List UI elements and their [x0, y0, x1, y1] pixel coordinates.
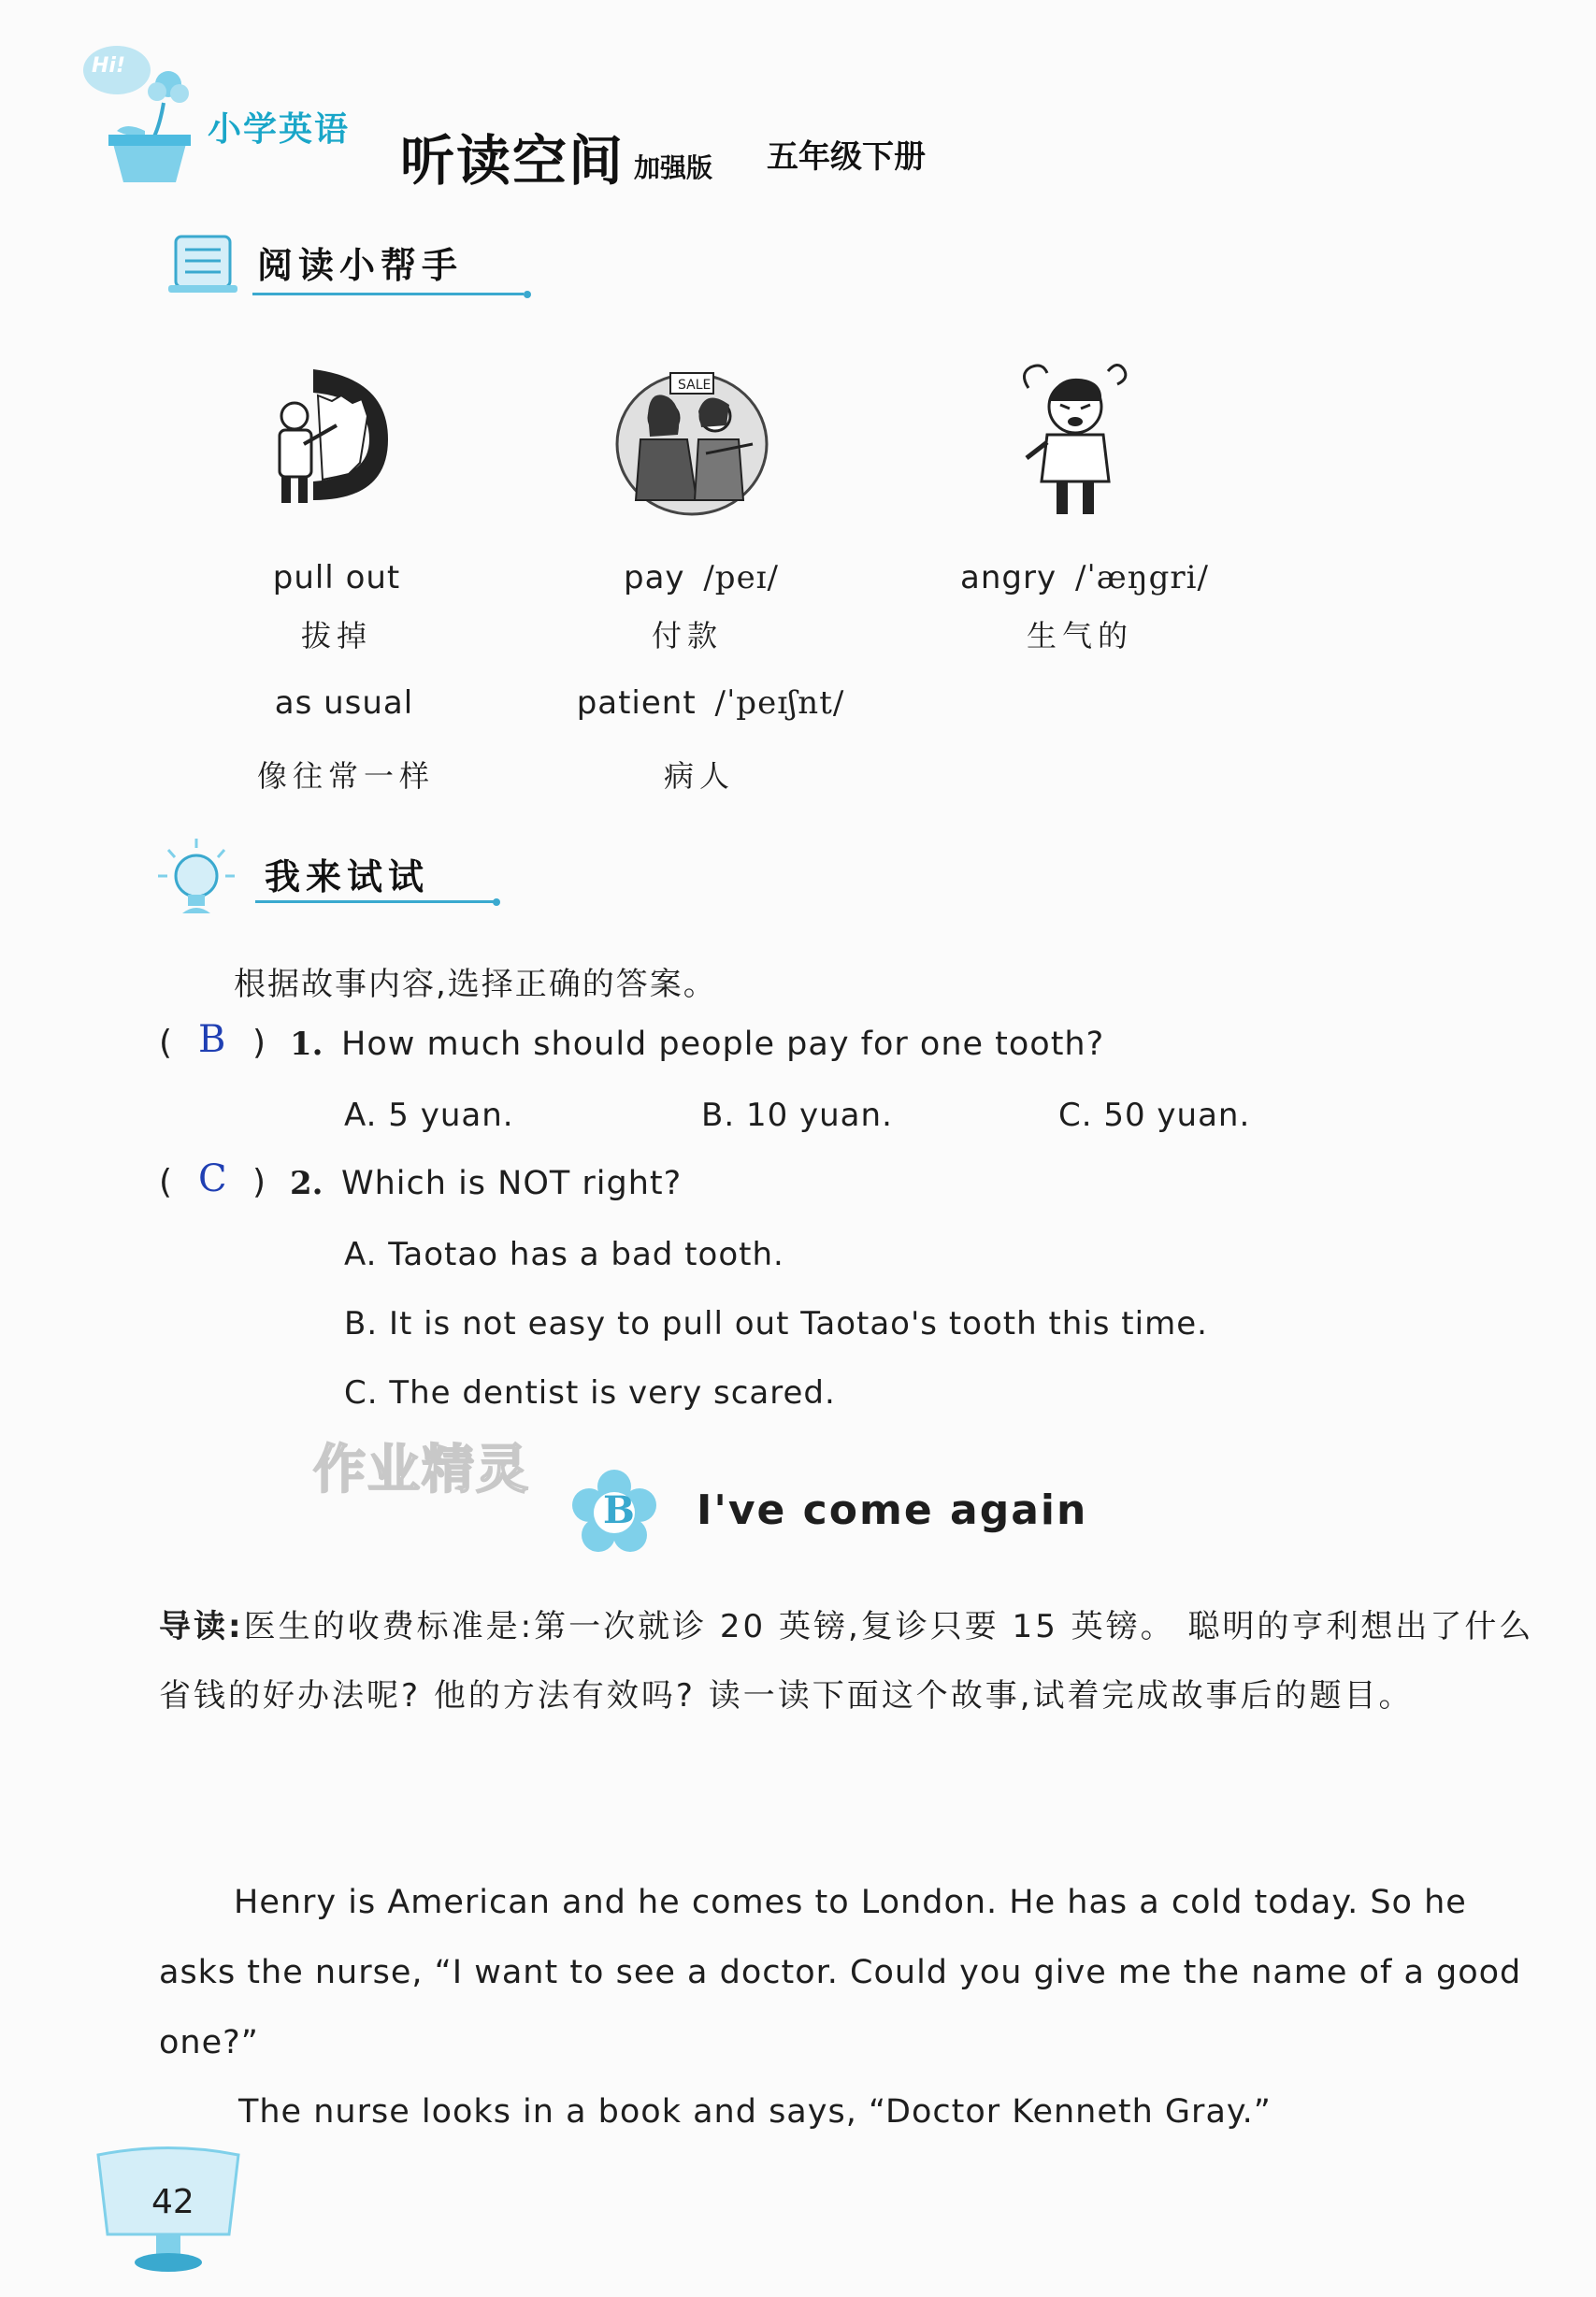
lightbulb-icon: [154, 837, 238, 921]
paragraph-text: The nurse looks in a book and says, “Doctor Kenneth Gray.”: [238, 2093, 1272, 2131]
vocab-word: as usual: [274, 684, 414, 722]
q2-option-a[interactable]: A. Taotao has a bad tooth.: [344, 1236, 784, 1273]
heading-underline: [252, 293, 524, 295]
question-number: 1.: [290, 1026, 324, 1063]
question-number: 2.: [290, 1165, 324, 1202]
vocab-phonetic: /peɪ/: [703, 559, 780, 596]
question-1: [159, 1018, 1468, 1078]
story-paragraph-1: [159, 1868, 1552, 2078]
try-it-title: 我来试试: [265, 856, 430, 897]
vocab-word: patient: [576, 684, 697, 722]
instruction: 根据故事内容,选择正确的答案。: [234, 966, 717, 1003]
vocab-en-pull-out: [196, 559, 477, 596]
header: [0, 0, 1596, 206]
guide-text: 医生的收费标准是:第一次就诊 20 英镑,复诊只要 15 英镑。 聪明的亨利想出了什么省钱的好办法呢? 他的方法有效吗? 读一读下面这个故事,试着完成故事后的题目。: [159, 1608, 1534, 1715]
question-2: [159, 1157, 1468, 1217]
question-text: How much should people pay for one tooth?: [341, 1026, 1105, 1063]
vocab-word: angry: [960, 559, 1057, 596]
vocab-en-pay: [561, 559, 841, 596]
dentist-pulling-tooth-icon: [266, 360, 397, 510]
paren-open: (: [159, 1163, 173, 1201]
paren-close: ): [252, 1024, 266, 1062]
page-number: 42: [151, 2183, 194, 2221]
series-title: 听读空间: [400, 129, 625, 193]
q2-option-b[interactable]: B. It is not easy to pull out Taotao's tooth this time.: [344, 1305, 1208, 1342]
book-icon: [168, 231, 243, 296]
vocab-word: pay: [623, 559, 685, 596]
vocab-en-patient: [552, 684, 870, 722]
story-heading: [570, 1468, 1131, 1561]
hi-badge: Hi!: [92, 54, 125, 78]
vocab-zh-patient: 病人: [663, 758, 735, 794]
heading-underline: [255, 900, 494, 903]
angry-boy-icon: [1019, 360, 1131, 524]
vocab-zh-angry: 生气的: [1026, 618, 1133, 653]
vocab-en-angry: [935, 559, 1234, 596]
vocab-zh-pay: 付款: [651, 618, 723, 653]
story-guide: [159, 1592, 1552, 1730]
paragraph-text: Henry is American and he comes to London. He has a cold today. So he asks the nurse, “I want to see a doctor. Could you give me the name of a good one?”: [159, 1884, 1522, 2061]
watermark: 作业精灵: [313, 1440, 530, 1500]
heading-dot: [493, 898, 500, 906]
guide-label: 导读:: [159, 1608, 244, 1645]
heading-dot: [524, 291, 531, 298]
subject-label: 小学英语: [208, 110, 351, 149]
edition-label: 加强版: [634, 152, 713, 183]
q1-option-b[interactable]: B. 10 yuan.: [701, 1097, 893, 1134]
vocab-word: pull out: [272, 559, 401, 596]
vocab-zh-as-usual: 像往常一样: [256, 758, 435, 794]
shopping-sale-icon: [612, 360, 771, 519]
story-paragraph-2: [159, 2077, 1552, 2147]
reading-helper-heading: [168, 229, 561, 309]
grade-label: 五年级下册: [767, 138, 926, 176]
q1-option-c[interactable]: C. 50 yuan.: [1058, 1097, 1251, 1134]
svg-text:SALE: SALE: [678, 378, 712, 393]
q1-option-a[interactable]: A. 5 yuan.: [344, 1097, 514, 1134]
story-badge-letter: B: [603, 1488, 635, 1532]
vocab-zh-pull-out: 拔掉: [300, 618, 372, 653]
answer-2[interactable]: C: [198, 1157, 227, 1200]
paren-close: ): [252, 1163, 266, 1201]
vocab-phonetic: /ˈæŋgri/: [1074, 559, 1209, 596]
question-text: Which is NOT right?: [341, 1165, 683, 1202]
try-it-heading: [154, 837, 510, 921]
paren-open: (: [159, 1024, 173, 1062]
vocab-en-as-usual: [204, 684, 484, 722]
q2-option-c[interactable]: C. The dentist is very scared.: [344, 1374, 836, 1412]
answer-1[interactable]: B: [198, 1018, 226, 1061]
reading-helper-title: 阅读小帮手: [257, 245, 464, 286]
story-title: I've come again: [697, 1486, 1088, 1534]
vocab-phonetic: /ˈpeɪʃnt/: [714, 684, 845, 722]
